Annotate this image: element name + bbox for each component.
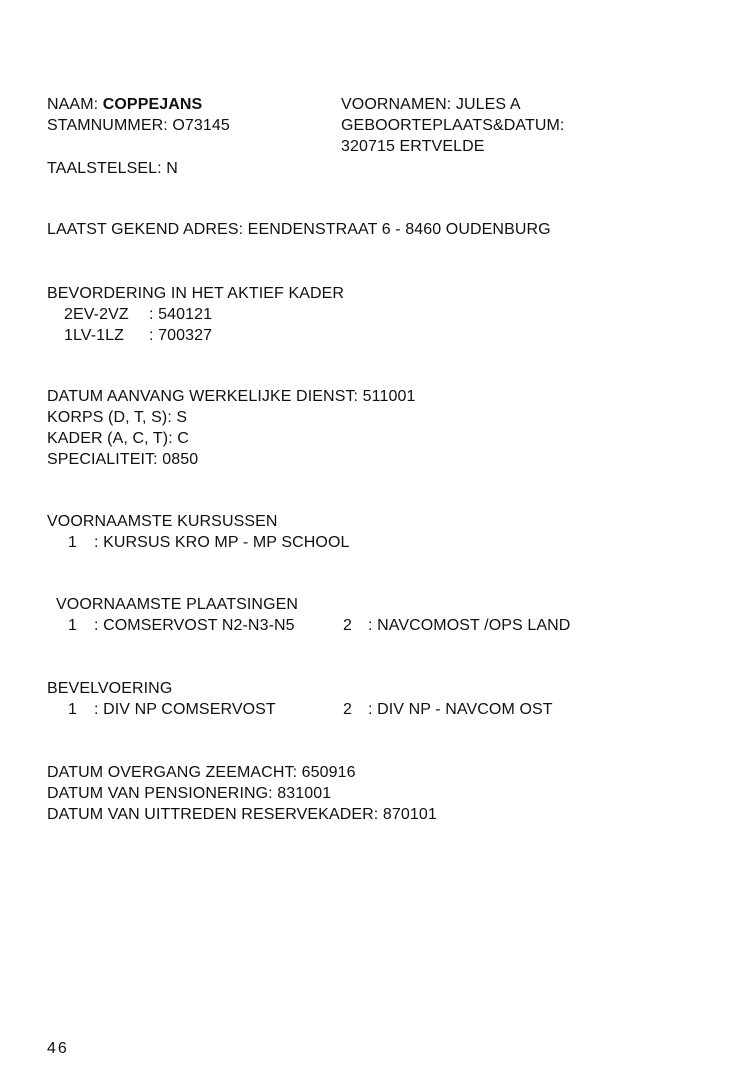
laatst-gekend-adres: LAATST GEKEND ADRES: EENDENSTRAAT 6 - 8460 OUDENBURG — [47, 221, 551, 238]
stamnummer: STAMNUMMER: O73145 — [47, 117, 230, 134]
bevordering-rank: 2EV-2VZ — [64, 306, 129, 323]
kursussen-heading: VOORNAAMSTE KURSUSSEN — [47, 513, 278, 530]
voornamen: VOORNAMEN: JULES A — [341, 96, 521, 113]
taalstelsel: TAALSTELSEL: N — [47, 160, 178, 177]
naam-value: COPPEJANS — [102, 96, 203, 113]
naam-label: NAAM: — [47, 96, 99, 113]
kursus-text: : KURSUS KRO MP - MP SCHOOL — [94, 534, 350, 551]
bevordering-date: : 540121 — [149, 306, 213, 323]
bevelvoering-num: 2 — [343, 701, 352, 718]
plaatsing-text: : COMSERVOST N2-N3-N5 — [94, 617, 295, 634]
kader: KADER (A, C, T): C — [47, 430, 189, 447]
bevelvoering-num: 1 — [68, 701, 77, 718]
plaatsingen-heading: VOORNAAMSTE PLAATSINGEN — [56, 596, 299, 613]
geboorte-value: 320715 ERTVELDE — [341, 138, 485, 155]
geboorte-label: GEBOORTEPLAATS&DATUM: — [341, 117, 565, 134]
page-number: 46 — [47, 1040, 69, 1057]
datum-overgang: DATUM OVERGANG ZEEMACHT: 650916 — [47, 764, 356, 781]
naam-line — [47, 95, 202, 115]
bevelvoering-text: : DIV NP COMSERVOST — [94, 701, 276, 718]
plaatsing-num: 1 — [68, 617, 77, 634]
bevelvoering-heading: BEVELVOERING — [47, 680, 173, 697]
specialiteit: SPECIALITEIT: 0850 — [47, 451, 199, 468]
bevordering-heading: BEVORDERING IN HET AKTIEF KADER — [47, 285, 345, 302]
kursus-num: 1 — [68, 534, 77, 551]
bevelvoering-text: : DIV NP - NAVCOM OST — [368, 701, 553, 718]
plaatsing-text: : NAVCOMOST /OPS LAND — [368, 617, 571, 634]
datum-aanvang: DATUM AANVANG WERKELIJKE DIENST: 511001 — [47, 388, 416, 405]
datum-uittreden: DATUM VAN UITTREDEN RESERVEKADER: 870101 — [47, 806, 437, 823]
plaatsing-num: 2 — [343, 617, 352, 634]
datum-pensionering: DATUM VAN PENSIONERING: 831001 — [47, 785, 332, 802]
bevordering-rank: 1LV-1LZ — [64, 327, 124, 344]
bevordering-date: : 700327 — [149, 327, 213, 344]
korps: KORPS (D, T, S): S — [47, 409, 188, 426]
